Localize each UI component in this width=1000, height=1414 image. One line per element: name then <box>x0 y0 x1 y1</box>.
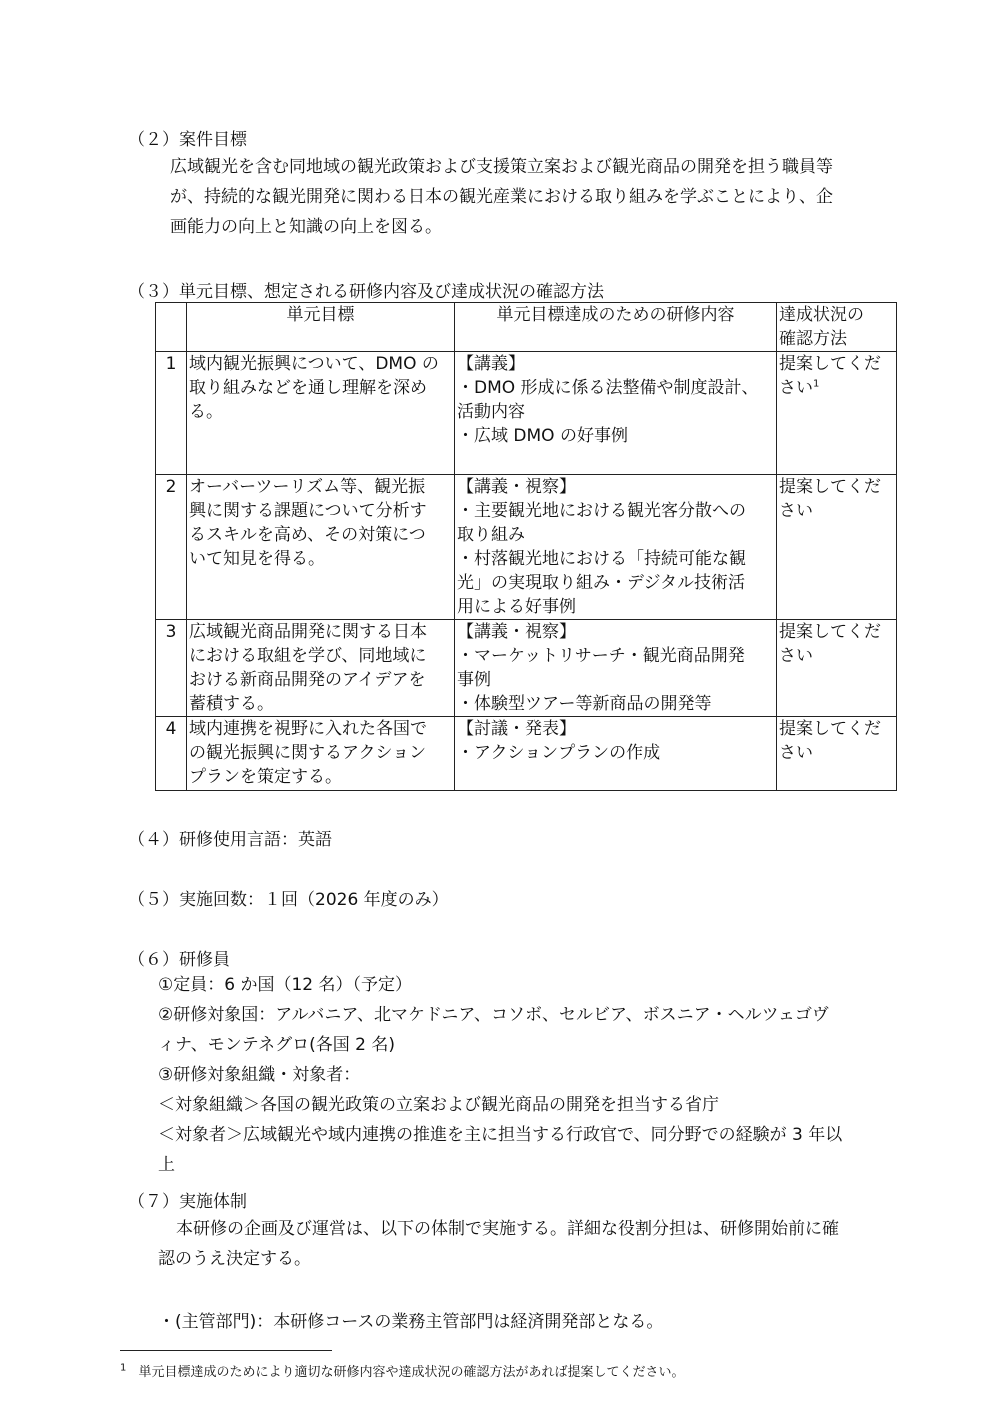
section-7-body <box>158 1214 888 1274</box>
section-6-line: ①定員：6 か国（12 名）（予定） <box>158 975 412 995</box>
row-goal <box>187 352 455 475</box>
goal-line: 蓄積する。 <box>189 694 274 714</box>
check-line: 提案してくだ <box>779 354 881 374</box>
content-line: 【講義・視察】 <box>457 622 576 642</box>
content-line: 【講義】 <box>457 354 525 374</box>
content-line: 事例 <box>457 670 491 690</box>
footnote-divider <box>120 1350 332 1351</box>
footnote-text: 単元目標達成のためにより適切な研修内容や達成状況の確認方法があれば提案してください。 <box>138 1365 685 1380</box>
goal-line: 広域観光商品開発に関する日本 <box>189 622 427 642</box>
goal-line: 域内観光振興について、DMO の <box>189 354 439 374</box>
table-row <box>156 620 897 717</box>
section-7-heading: （７）実施体制 <box>128 1192 247 1212</box>
section-6-heading: （６）研修員 <box>128 950 230 970</box>
section-2-heading: （２）案件目標 <box>128 130 247 150</box>
header-content: 単元目標達成のための研修内容 <box>455 303 777 352</box>
goal-line: の観光振興に関するアクション <box>189 743 427 763</box>
row-number: 4 <box>156 717 187 791</box>
section-2-line: 広域観光を含む同地域の観光政策および支援策立案および観光商品の開発を担う職員等 <box>170 157 833 177</box>
goal-line: プランを策定する。 <box>189 767 342 787</box>
check-line: さい <box>779 646 813 666</box>
table-row <box>156 352 897 475</box>
check-line: さい <box>779 501 813 521</box>
table-row <box>156 475 897 620</box>
content-line: 光」の実現取り組み・デジタル技術活 <box>457 573 745 593</box>
section-7-line: 本研修の企画及び運営は、以下の体制で実施する。詳細な役割分担は、研修開始前に確 <box>176 1219 839 1239</box>
section-3-heading: （３）単元目標、想定される研修内容及び達成状況の確認方法 <box>128 282 604 302</box>
row-number: 2 <box>156 475 187 620</box>
table-row <box>156 717 897 791</box>
content-line: ・体験型ツアー等新商品の開発等 <box>457 694 712 714</box>
check-line: さい <box>779 743 813 763</box>
section-7-line: 認のうえ決定する。 <box>158 1249 311 1269</box>
row-check <box>777 717 897 791</box>
section-6-line: ＜対象組織＞各国の観光政策の立案および観光商品の開発を担当する省庁 <box>158 1095 719 1115</box>
content-line: 取り組み <box>457 525 525 545</box>
row-goal <box>187 475 455 620</box>
row-number: 1 <box>156 352 187 475</box>
unit-goals-table <box>155 302 897 791</box>
section-7-bullet: ・(主管部門)：本研修コースの業務主管部門は経済開発部となる。 <box>158 1312 664 1332</box>
row-goal <box>187 717 455 791</box>
header-goal: 単元目標 <box>187 303 455 352</box>
goal-line: るスキルを高め、その対策につ <box>189 525 426 545</box>
section-2-body <box>170 152 900 242</box>
header-no <box>156 303 187 352</box>
content-line: 活動内容 <box>457 402 525 422</box>
section-2-line: 画能力の向上と知識の向上を図る。 <box>170 217 442 237</box>
row-check <box>777 475 897 620</box>
row-content <box>455 620 777 717</box>
goal-line: オーバーツーリズム等、観光振 <box>189 477 426 497</box>
content-line: ・主要観光地における観光客分散への <box>457 501 746 521</box>
section-5-frequency: （５）実施回数：１回（2026 年度のみ） <box>128 890 449 910</box>
goal-line: 興に関する課題について分析す <box>189 501 427 521</box>
row-content <box>455 475 777 620</box>
section-6-body <box>158 970 888 1180</box>
content-line: 【討議・発表】 <box>457 719 576 739</box>
row-goal <box>187 620 455 717</box>
footnote-number: 1 <box>120 1362 127 1374</box>
goal-line: る。 <box>189 402 223 422</box>
row-content <box>455 717 777 791</box>
table-header-row <box>156 303 897 352</box>
check-line <box>779 376 894 400</box>
section-2-line: が、持続的な観光開発に関わる日本の観光産業における取り組みを学ぶことにより、企 <box>170 187 833 207</box>
check-line: 提案してくだ <box>779 477 881 497</box>
section-6-line: ②研修対象国：アルバニア、北マケドニア、コソボ、セルビア、ボスニア・ヘルツェゴヴ <box>158 1005 829 1025</box>
content-line: 用による好事例 <box>457 597 576 617</box>
section-6-line: 上 <box>158 1155 175 1175</box>
section-6-line: ③研修対象組織・対象者： <box>158 1065 361 1085</box>
content-line: ・広域 DMO の好事例 <box>457 426 628 446</box>
row-content <box>455 352 777 475</box>
goal-line: 取り組みなどを通し理解を深め <box>189 378 427 398</box>
footnote-mark[interactable]: 1 <box>813 378 820 390</box>
goal-line: おける新商品開発のアイデアを <box>189 670 426 690</box>
header-check <box>777 303 897 352</box>
footnote <box>120 1361 685 1380</box>
goal-line: における取組を学び、同地域に <box>189 646 427 666</box>
section-6-line: ＜対象者＞広域観光や域内連携の推進を主に担当する行政官で、同分野での経験が 3 年以 <box>158 1125 843 1145</box>
check-text: さい <box>779 378 813 398</box>
section-4-language: （４）研修使用言語：英語 <box>128 830 332 850</box>
goal-line: 域内連携を視野に入れた各国で <box>189 719 427 739</box>
row-check <box>777 620 897 717</box>
check-line: 提案してくだ <box>779 719 881 739</box>
row-number: 3 <box>156 620 187 717</box>
goal-line: いて知見を得る。 <box>189 549 325 569</box>
content-line: ・マーケットリサーチ・観光商品開発 <box>457 646 745 666</box>
content-line: ・村落観光地における「持続可能な観 <box>457 549 746 569</box>
header-check-line: 確認方法 <box>779 329 847 349</box>
content-line: ・アクションプランの作成 <box>457 743 661 763</box>
check-line: 提案してくだ <box>779 622 881 642</box>
content-line: ・DMO 形成に係る法整備や制度設計、 <box>457 378 759 398</box>
content-line: 【講義・視察】 <box>457 477 576 497</box>
header-check-line: 達成状況の <box>779 305 864 325</box>
section-6-line: ィナ、モンテネグロ(各国 2 名) <box>158 1035 396 1055</box>
row-check <box>777 352 897 475</box>
